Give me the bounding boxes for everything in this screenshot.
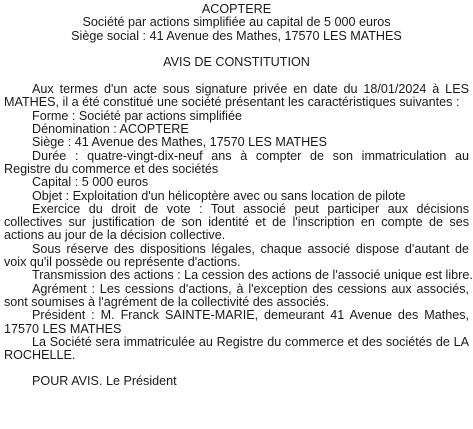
notice-title: AVIS DE CONSTITUTION bbox=[163, 54, 310, 69]
capital-line: Capital : 5 000 euros bbox=[32, 175, 149, 190]
agrement-paragraph: Agrément : Les cessions d'actions, à l'exception des cessions aux associés, sont soumises à l'agrément de la collectivité des associés. bbox=[4, 281, 469, 309]
notice-body bbox=[4, 82, 473, 363]
objet-line: Objet : Exploitation d'un hélicoptère avec ou sans location de pilote bbox=[32, 188, 406, 203]
president-paragraph: Président : M. Franck SAINTE-MARIE, demeurant 41 Avenue des Mathes, 17570 LES MATHES bbox=[4, 308, 469, 336]
company-seat: Siège social : 41 Avenue des Mathes, 17570 LES MATHES bbox=[71, 28, 402, 43]
intro-paragraph: Aux termes d'un acte sous signature privée en date du 18/01/2024 à LES MATHES, il a été constitué une société présentant les caractéristiques suivantes : bbox=[4, 82, 469, 110]
forme-line: Forme : Société par actions simplifiée bbox=[32, 108, 242, 123]
reserve-paragraph: Sous réserve des dispositions légales, chaque associé dispose d'autant de voix qu'il possède ou représente d'actions. bbox=[4, 241, 469, 270]
signature-line: POUR AVIS. Le Président bbox=[32, 374, 177, 389]
immatriculation-paragraph: La Société sera immatriculée au Registre du commerce et des sociétés de LA ROCHELLE. bbox=[4, 334, 469, 363]
legal-notice bbox=[0, 3, 473, 389]
siege-line: Siège : 41 Avenue des Mathes, 17570 LES MATHES bbox=[32, 135, 327, 150]
duree-paragraph: Durée : quatre-vingt-dix-neuf ans à compter de son immatriculation au Registre du commerce et des sociétés bbox=[4, 148, 469, 176]
denomination-line: Dénomination : ACOPTERE bbox=[32, 122, 189, 137]
transmission-line: Transmission des actions : La cession des actions de l'associé unique est libre. bbox=[32, 268, 473, 283]
company-name: ACOPTERE bbox=[201, 2, 272, 16]
notice-header bbox=[4, 3, 469, 43]
company-form: Société par actions simplifiée au capital de 5 000 euros bbox=[82, 15, 391, 30]
droit-de-vote-paragraph: Exercice du droit de vote : Tout associé peut participer aux décisions collectives sur justification de son identité et de l'inscription en compte de ses actions au jour de la décision collective. bbox=[4, 201, 469, 243]
